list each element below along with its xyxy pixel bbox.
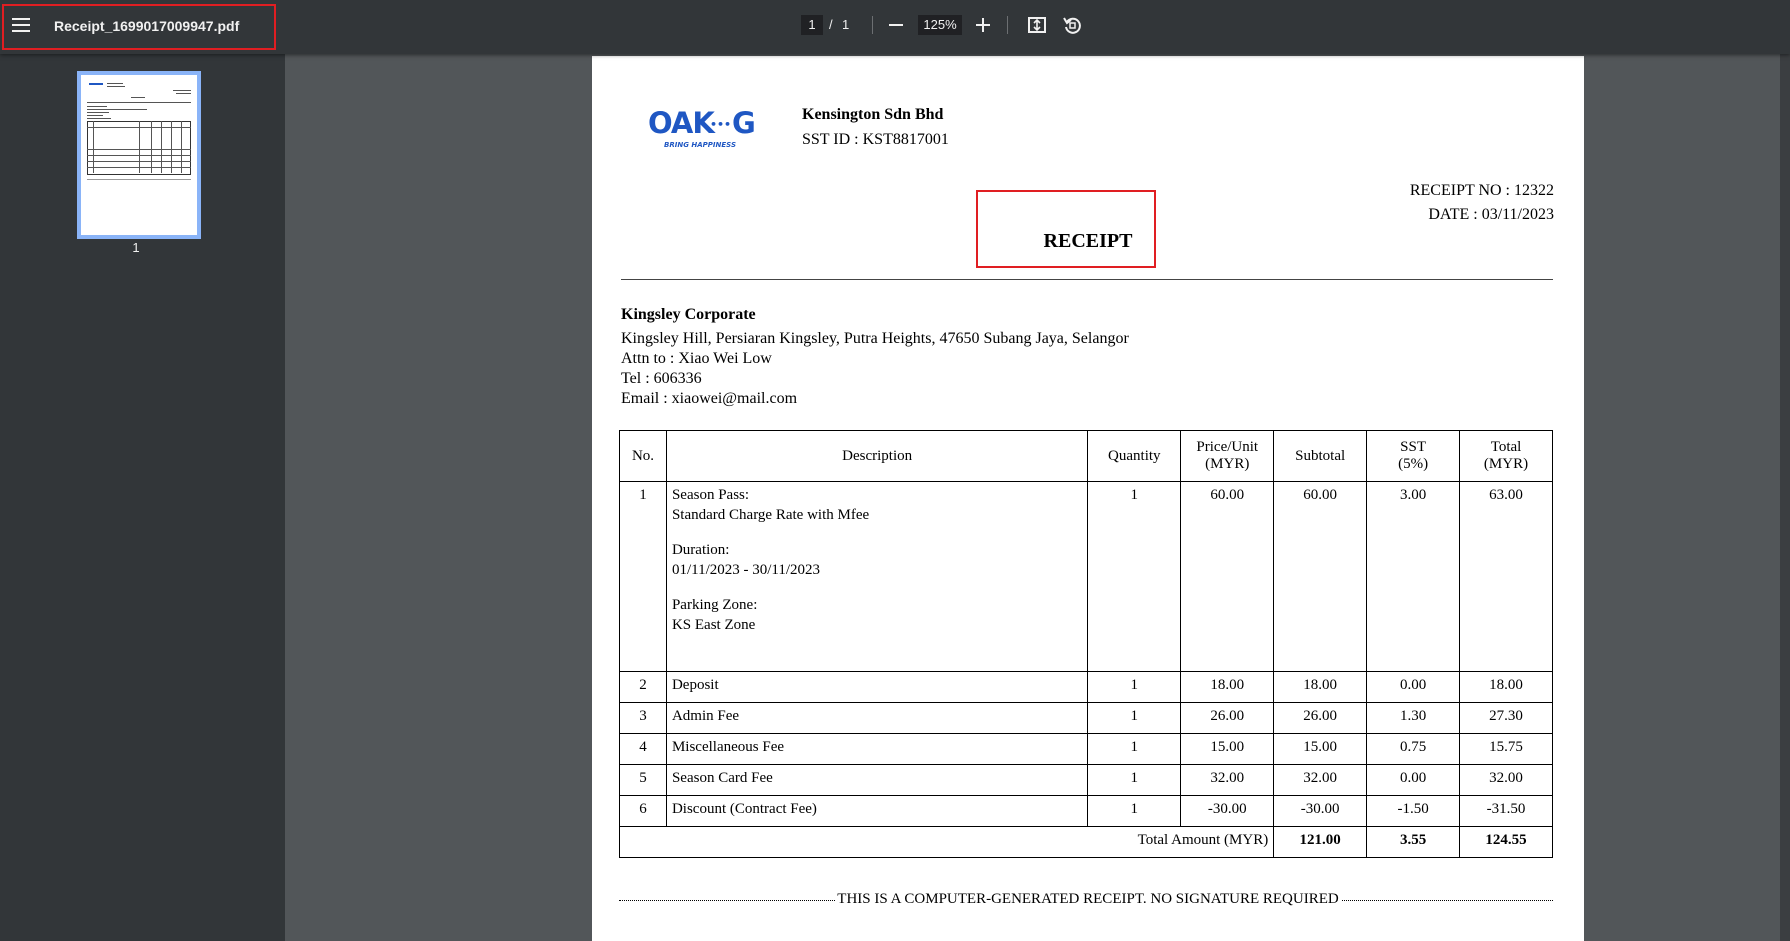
item-price: 18.00 <box>1181 672 1274 703</box>
customer-name: Kingsley Corporate <box>621 306 756 323</box>
item-description: Discount (Contract Fee) <box>666 796 1087 827</box>
item-price: 15.00 <box>1181 734 1274 765</box>
item-subtotal: -30.00 <box>1274 796 1367 827</box>
item-total: 27.30 <box>1460 703 1553 734</box>
table-row <box>620 734 1553 765</box>
footer-note-text: THIS IS A COMPUTER-GENERATED RECEIPT. NO SIGNATURE REQUIRED <box>837 891 1339 907</box>
customer-address: Kingsley Hill, Persiaran Kingsley, Putra Heights, 47650 Subang Jaya, Selangor <box>621 330 1129 347</box>
logo-glasses-icon: ••• <box>710 118 732 131</box>
thumb-line <box>139 121 140 173</box>
col-header-description: Description <box>666 431 1087 482</box>
totals-row <box>620 827 1553 858</box>
receipt-title: RECEIPT <box>1043 230 1133 252</box>
thumb-line <box>181 121 182 173</box>
price-unit: (MYR) <box>1205 456 1250 472</box>
logo-g: G <box>732 106 756 140</box>
item-quantity: 1 <box>1088 765 1181 796</box>
item-total: 18.00 <box>1460 672 1553 703</box>
item-price: -30.00 <box>1181 796 1274 827</box>
zoom-level-input[interactable]: 125% <box>918 15 962 35</box>
item-sst: -1.50 <box>1367 796 1460 827</box>
thumb-line <box>176 93 191 94</box>
total-label: Total <box>1490 439 1522 455</box>
item-quantity: 1 <box>1088 703 1181 734</box>
item-description: Admin Fee <box>666 703 1087 734</box>
col-header-total <box>1460 431 1553 482</box>
thumb-logo <box>89 83 103 85</box>
item-description: Season Card Fee <box>666 765 1087 796</box>
item-desc-line: Season Pass: <box>671 487 750 503</box>
item-quantity: 1 <box>1088 796 1181 827</box>
item-description: Deposit <box>666 672 1087 703</box>
document-title: Receipt_1699017009947.pdf <box>54 18 240 34</box>
thumbnail-sidebar <box>0 54 285 941</box>
table-row <box>620 482 1553 672</box>
toolbar-divider <box>872 16 873 34</box>
logo-text: OAK <box>648 106 714 140</box>
item-total: -31.50 <box>1460 796 1553 827</box>
item-desc-line: KS East Zone <box>671 617 756 633</box>
item-description: Miscellaneous Fee <box>666 734 1087 765</box>
thumb-line <box>107 83 123 84</box>
pdf-toolbar <box>0 0 1790 54</box>
pdf-page <box>592 56 1584 941</box>
total-amount: 124.55 <box>1460 827 1553 858</box>
col-header-price <box>1181 431 1274 482</box>
item-quantity: 1 <box>1088 672 1181 703</box>
item-subtotal: 18.00 <box>1274 672 1367 703</box>
total-amount-label: Total Amount (MYR) <box>620 827 1274 858</box>
item-desc-line: 01/11/2023 - 30/11/2023 <box>671 562 821 578</box>
item-quantity: 1 <box>1088 482 1181 672</box>
item-description <box>666 482 1087 672</box>
scrollbar-track[interactable] <box>1780 54 1790 941</box>
items-table <box>619 430 1553 858</box>
sst-id: SST ID : KST8817001 <box>802 131 949 148</box>
item-desc-spacer <box>672 525 1082 540</box>
item-sst: 3.00 <box>1367 482 1460 672</box>
receipt-date: DATE : 03/11/2023 <box>1428 206 1554 223</box>
item-sst: 1.30 <box>1367 703 1460 734</box>
thumb-line <box>131 97 145 98</box>
item-total: 15.75 <box>1460 734 1553 765</box>
receipt-number: RECEIPT NO : 12322 <box>1409 182 1554 199</box>
item-desc-line: Parking Zone: <box>671 597 758 613</box>
page-separator: / <box>829 17 833 32</box>
logo-tagline: BRING HAPPINESS <box>664 141 736 149</box>
customer-attn: Attn to : Xiao Wei Low <box>621 350 772 367</box>
thumb-line <box>87 109 147 110</box>
thumb-line <box>161 121 162 173</box>
item-subtotal: 32.00 <box>1274 765 1367 796</box>
title-highlight-box <box>976 190 1156 268</box>
item-no: 5 <box>620 765 667 796</box>
table-row <box>620 765 1553 796</box>
thumbnail-page-number: 1 <box>132 240 140 255</box>
rotate-icon[interactable] <box>1061 14 1083 36</box>
customer-tel: Tel : 606336 <box>621 370 702 387</box>
thumb-line <box>93 121 94 173</box>
company-logo <box>648 106 758 158</box>
item-desc-spacer <box>672 580 1082 595</box>
page-thumbnail[interactable] <box>77 71 201 239</box>
sst-label: SST <box>1400 439 1427 455</box>
table-row <box>620 672 1553 703</box>
item-price: 26.00 <box>1181 703 1274 734</box>
company-name: Kensington Sdn Bhd <box>802 106 944 123</box>
item-no: 6 <box>620 796 667 827</box>
thumb-line <box>171 121 172 173</box>
item-sst: 0.00 <box>1367 672 1460 703</box>
item-price: 60.00 <box>1181 482 1274 672</box>
sst-rate: (5%) <box>1398 456 1429 472</box>
col-header-sst <box>1367 431 1460 482</box>
header-divider <box>621 279 1553 280</box>
total-subtotal: 121.00 <box>1274 827 1367 858</box>
item-sst: 0.75 <box>1367 734 1460 765</box>
item-subtotal: 60.00 <box>1274 482 1367 672</box>
item-subtotal: 15.00 <box>1274 734 1367 765</box>
page-total: 1 <box>842 17 850 32</box>
thumb-line <box>173 90 191 91</box>
item-subtotal: 26.00 <box>1274 703 1367 734</box>
thumb-line <box>87 102 191 103</box>
table-header-row <box>620 431 1553 482</box>
total-sst: 3.55 <box>1367 827 1460 858</box>
item-total: 32.00 <box>1460 765 1553 796</box>
thumb-line <box>107 86 125 87</box>
item-total: 63.00 <box>1460 482 1553 672</box>
item-no: 1 <box>620 482 667 672</box>
item-desc-line: Standard Charge Rate with Mfee <box>671 507 870 523</box>
item-price: 32.00 <box>1181 765 1274 796</box>
fit-to-page-icon[interactable] <box>1026 14 1048 36</box>
col-header-quantity: Quantity <box>1088 431 1181 482</box>
item-no: 3 <box>620 703 667 734</box>
price-label: Price/Unit <box>1196 439 1259 455</box>
col-header-no: No. <box>620 431 667 482</box>
zoom-out-icon[interactable] <box>885 14 907 36</box>
col-header-subtotal: Subtotal <box>1274 431 1367 482</box>
title-highlight-box <box>2 4 276 50</box>
item-no: 4 <box>620 734 667 765</box>
total-unit: (MYR) <box>1483 456 1529 472</box>
thumb-line <box>87 115 103 116</box>
customer-email: Email : xiaowei@mail.com <box>621 390 798 407</box>
item-desc-line: Duration: <box>671 542 730 558</box>
zoom-in-icon[interactable] <box>972 14 994 36</box>
thumb-line <box>87 179 191 180</box>
toolbar-divider <box>1007 16 1008 34</box>
item-sst: 0.00 <box>1367 765 1460 796</box>
thumb-line <box>87 118 111 119</box>
thumb-line <box>151 121 152 173</box>
footer-note <box>592 891 1584 908</box>
table-row <box>620 796 1553 827</box>
thumb-line <box>87 106 107 107</box>
table-row <box>620 703 1553 734</box>
item-quantity: 1 <box>1088 734 1181 765</box>
page-number-input[interactable]: 1 <box>801 15 823 35</box>
item-no: 2 <box>620 672 667 703</box>
thumb-line <box>87 112 109 113</box>
